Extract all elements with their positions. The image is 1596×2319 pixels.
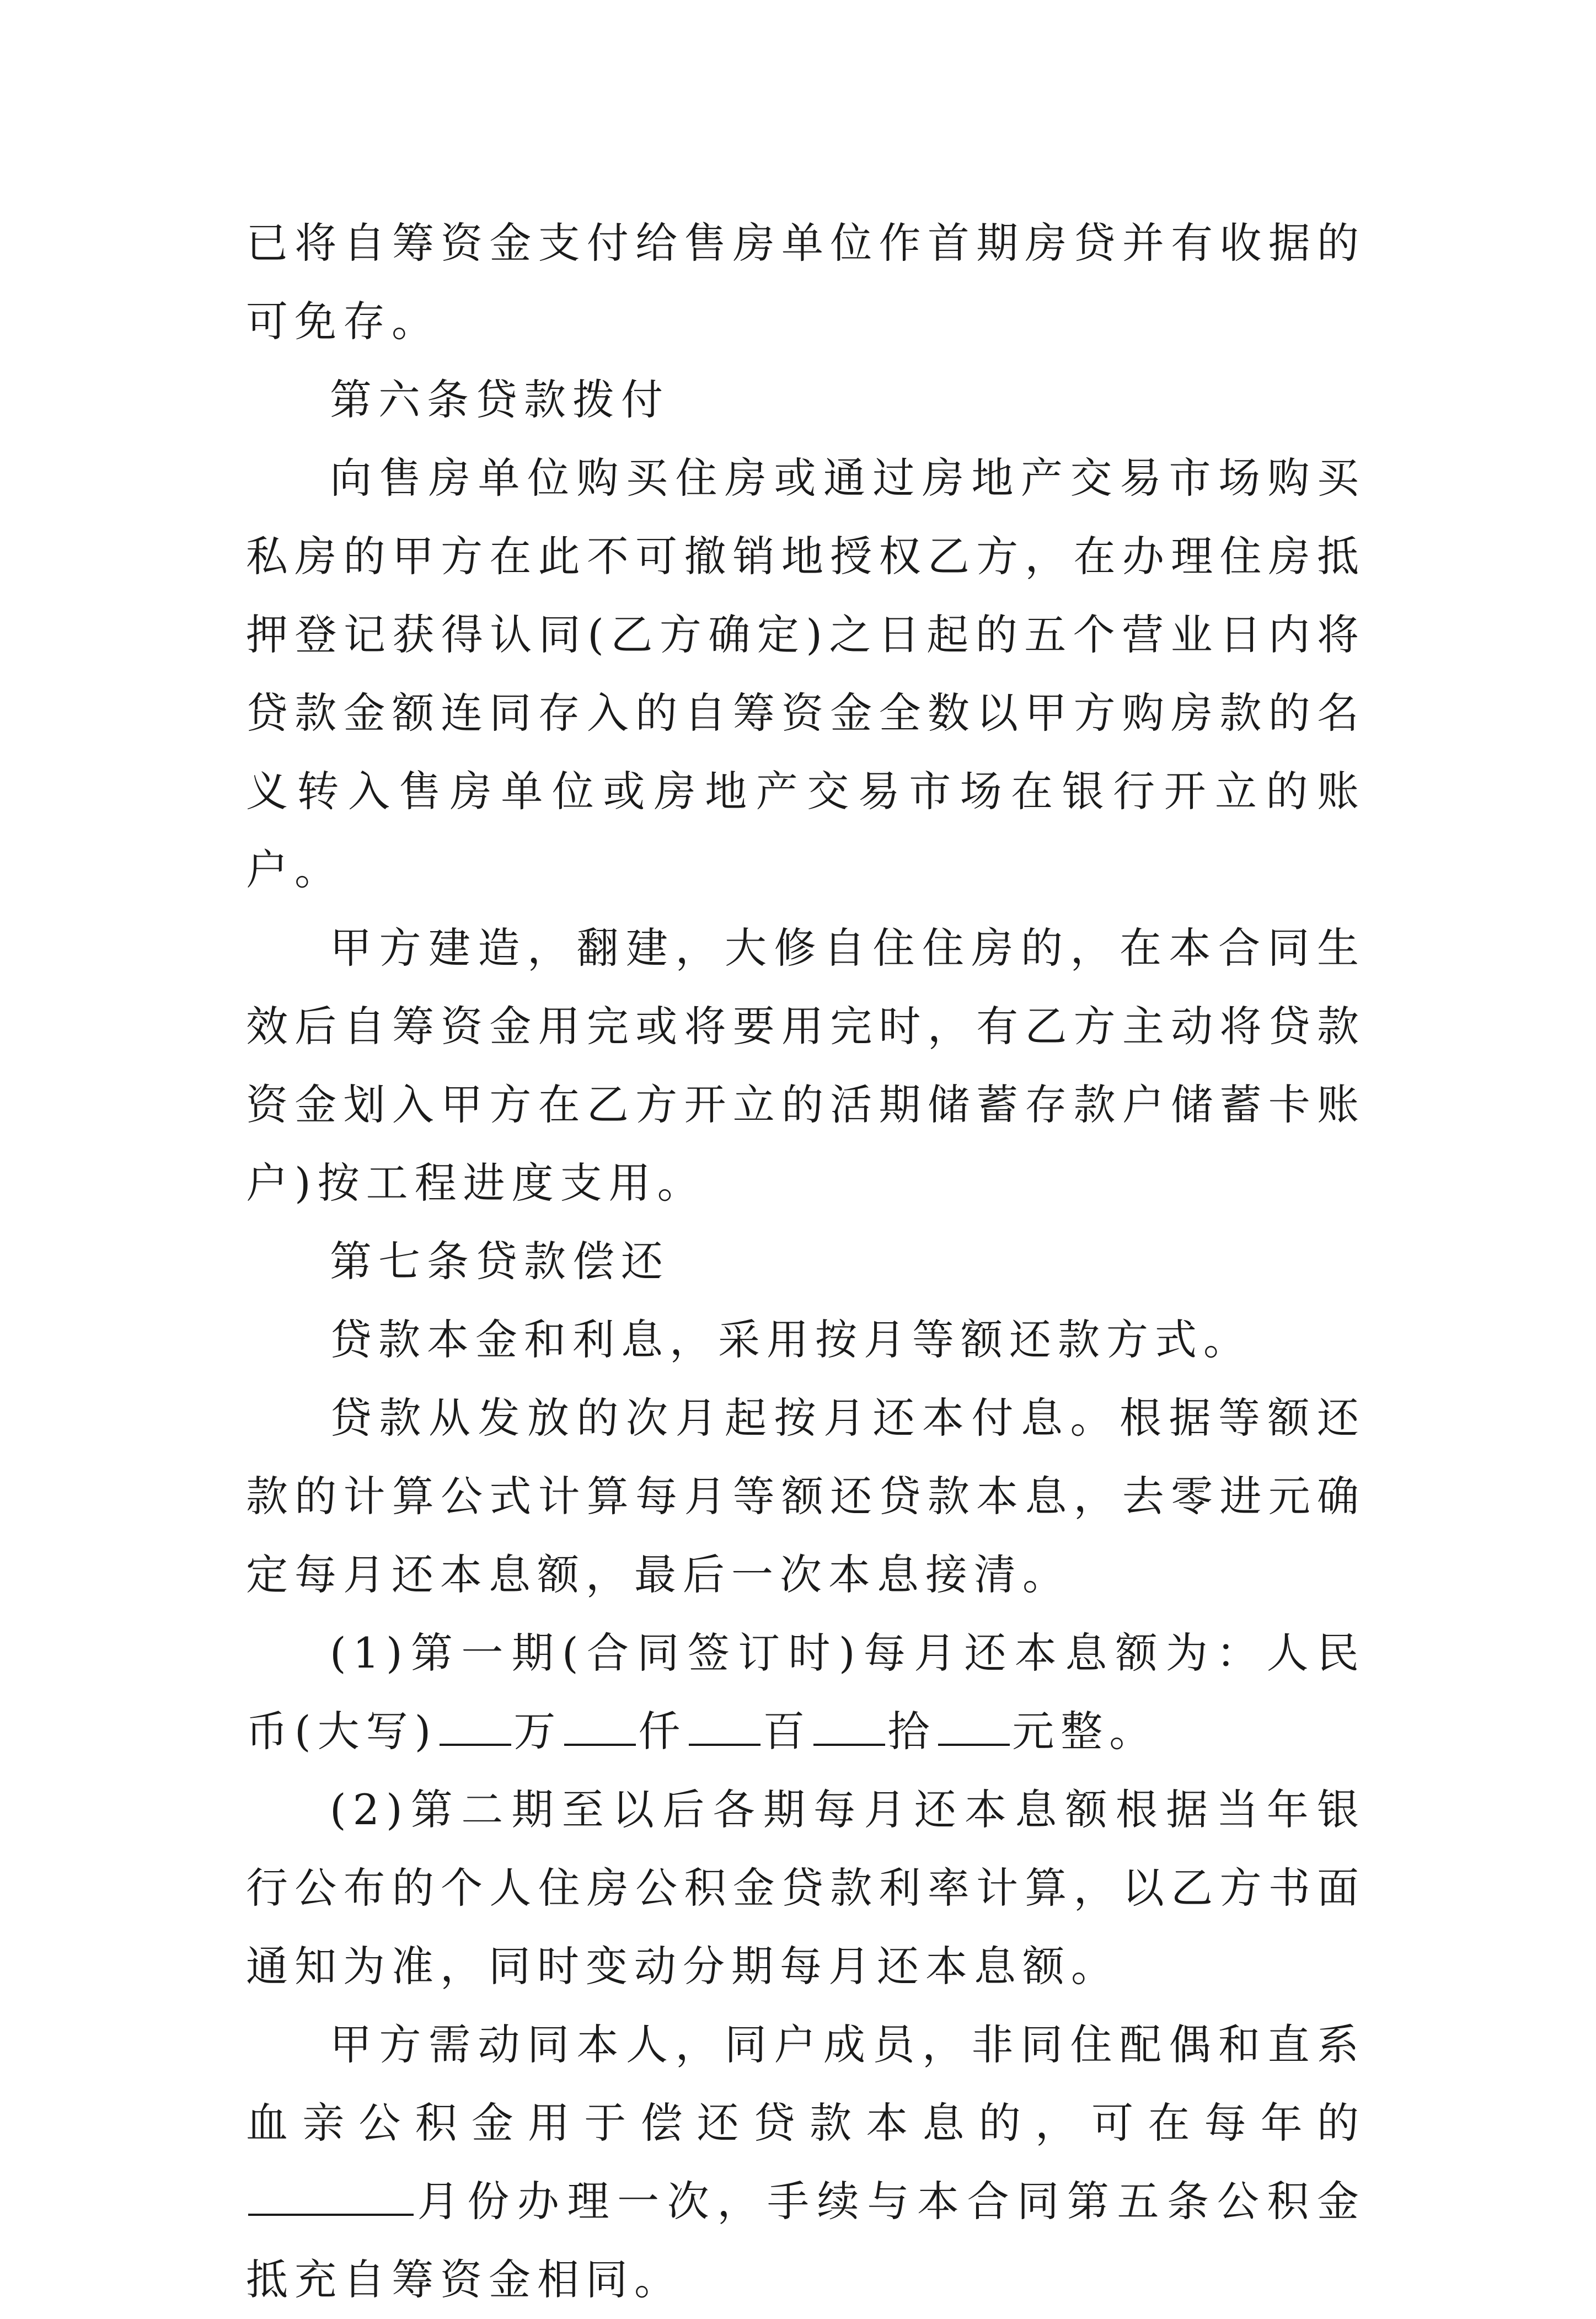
blank-shi-field[interactable] bbox=[813, 1706, 885, 1746]
blank-month-field[interactable] bbox=[248, 2176, 414, 2216]
paragraph-first-period-amount bbox=[246, 1614, 1365, 1771]
paragraph-later-periods: (2)第二期至以后各期每月还本息额根据当年银行公布的个人住房公积金贷款利率计算，以乙方书面通知为准，同时变动分期每月还本息额。 bbox=[246, 1785, 1365, 1991]
provident-fund-lead-text: 甲方需动同本人，同户成员，非同住配偶和直系血亲公积金用于偿还贷款本息的，可在每年的 bbox=[246, 2020, 1365, 2147]
document-body bbox=[246, 204, 1365, 2319]
paragraph-provident-fund bbox=[246, 2006, 1365, 2319]
paragraph-self-build: 甲方建造，翻建，大修自住住房的，在本合同生效后自筹资金用完或将要用完时，有乙方主动将贷款资金划入甲方在乙方开立的活期储蓄存款户储蓄卡账户)按工程进度支用。 bbox=[246, 923, 1365, 1207]
unit-shi: 拾 bbox=[887, 1707, 936, 1756]
provident-fund-tail-text: 月份办理一次，手续与本合同第五条公积金抵充自筹资金相同。 bbox=[246, 2177, 1365, 2304]
unit-bai: 百 bbox=[763, 1707, 812, 1756]
blank-wan-field[interactable] bbox=[440, 1706, 511, 1746]
unit-yuan: 元整。 bbox=[1012, 1707, 1158, 1756]
first-period-lead-text: (1)第一期(合同签订时)每月还本息额为：人民币(大写) bbox=[246, 1628, 1365, 1756]
paragraph-loan-disbursement: 向售房单位购买住房或通过房地产交易市场购买私房的甲方在此不可撤销地授权乙方，在办理住房抵押登记获得认同(乙方确定)之日起的五个营业日内将贷款金额连同存入的自筹资金全数以甲方购房款的名义转入售房单位或房地产交易市场在银行开立的账户。 bbox=[246, 453, 1365, 894]
blank-bai-field[interactable] bbox=[689, 1706, 760, 1746]
article-7-heading: 第七条贷款偿还 bbox=[330, 1237, 670, 1286]
unit-qian: 仟 bbox=[638, 1707, 687, 1756]
blank-yuan-field[interactable] bbox=[938, 1706, 1010, 1746]
paragraph-continuation: 已将自筹资金支付给售房单位作首期房贷并有收据的可免存。 bbox=[246, 218, 1365, 346]
unit-wan: 万 bbox=[513, 1707, 563, 1756]
article-6-heading: 第六条贷款拨付 bbox=[330, 375, 670, 424]
paragraph-repayment-method: 贷款本金和利息，采用按月等额还款方式。 bbox=[330, 1315, 1252, 1364]
paragraph-repayment-schedule: 贷款从发放的次月起按月还本付息。根据等额还款的计算公式计算每月等额还贷款本息，去零进元确定每月还本息额，最后一次本息接清。 bbox=[246, 1393, 1365, 1599]
blank-qian-field[interactable] bbox=[564, 1706, 636, 1746]
